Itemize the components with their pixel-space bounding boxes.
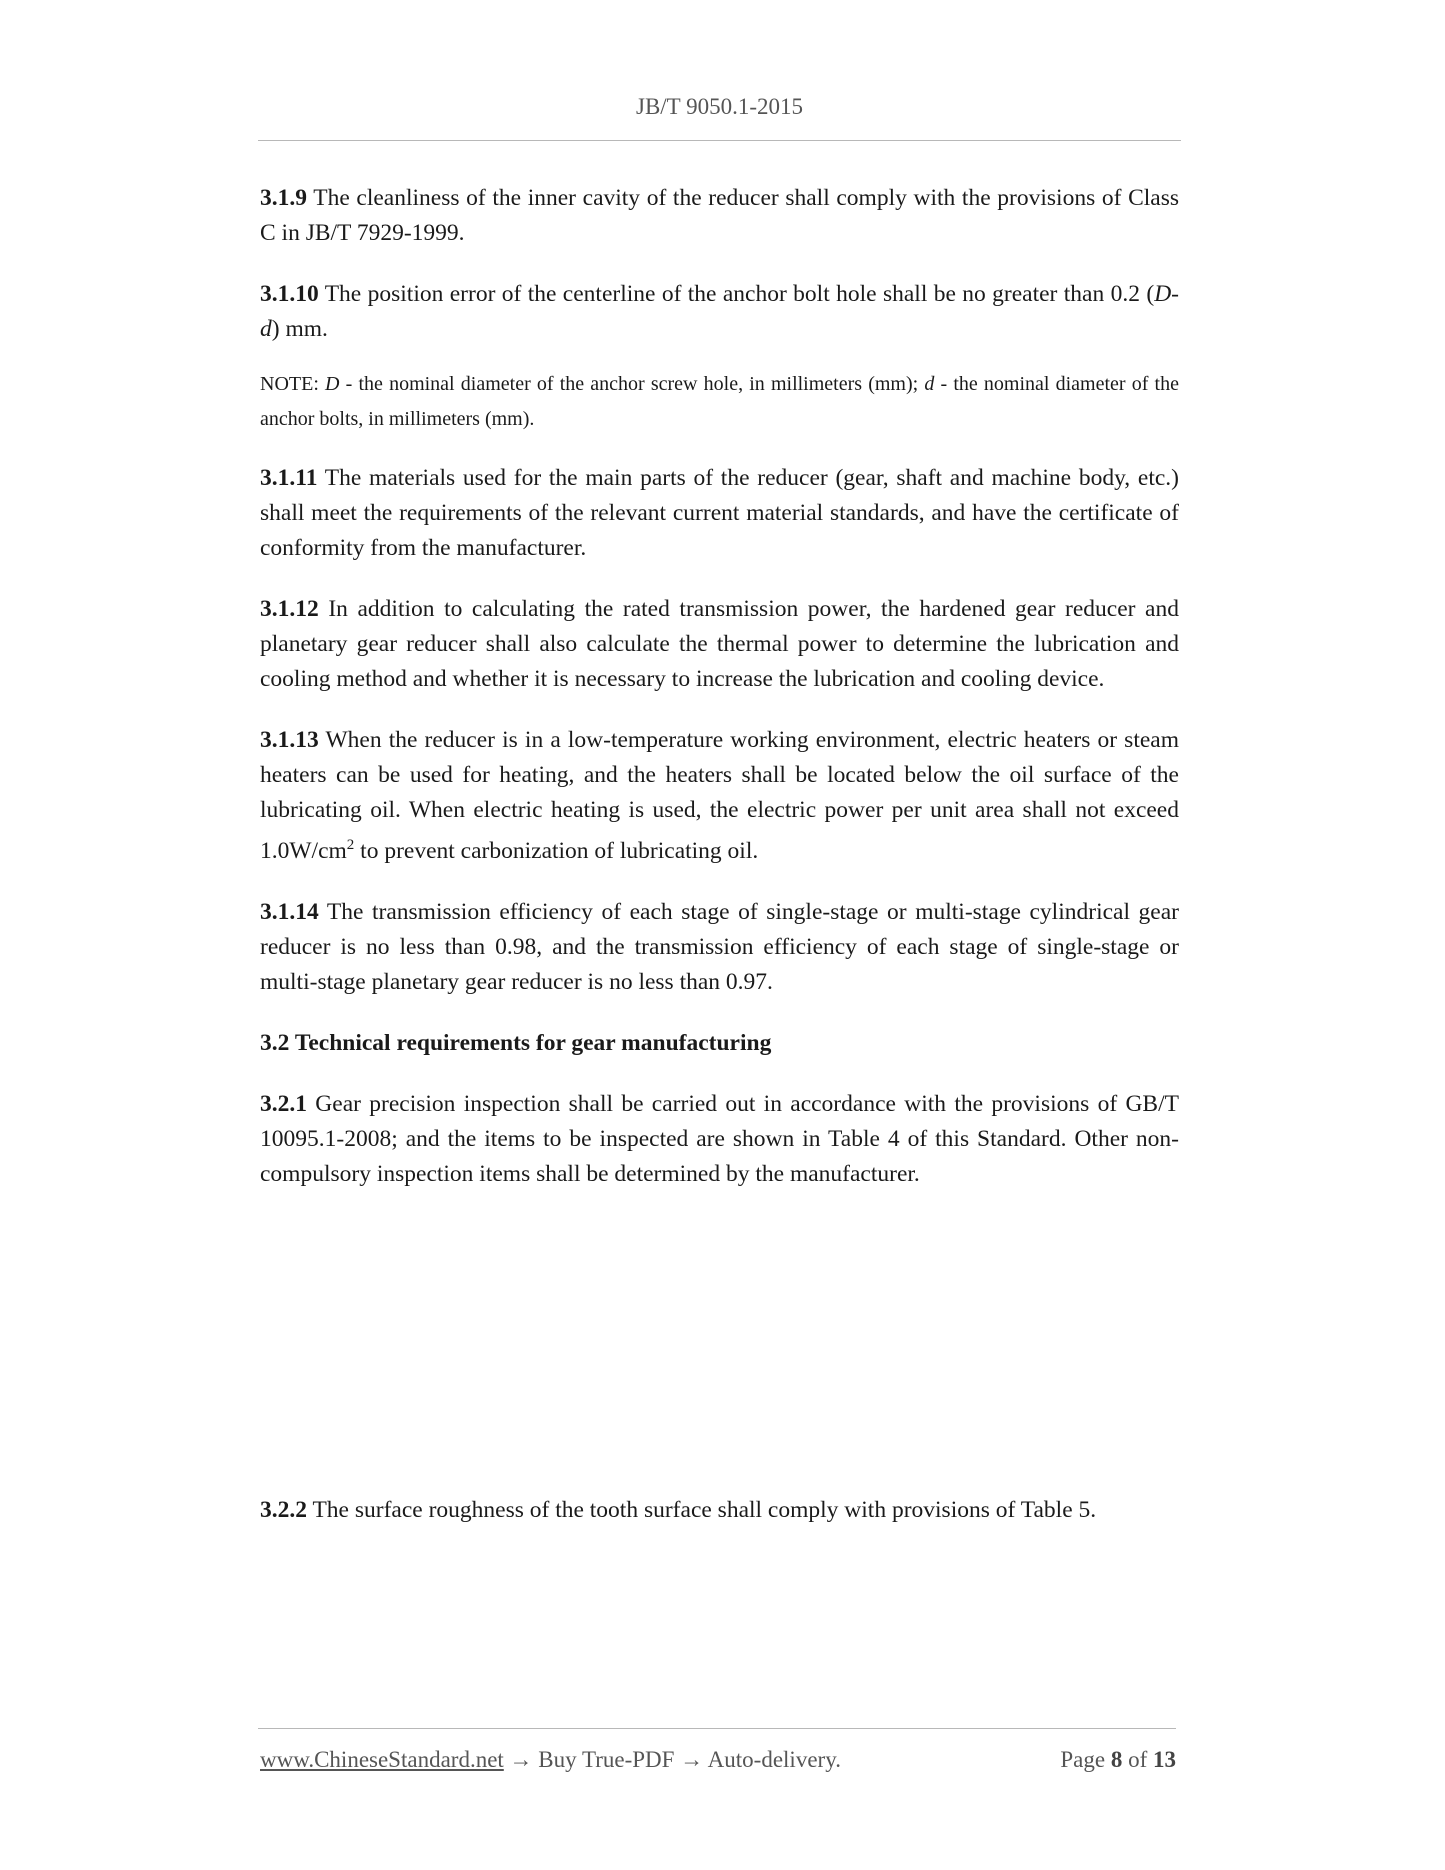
page-header [258, 94, 1181, 120]
standard-code: JB/T 9050.1-2015 [636, 94, 803, 119]
footer-divider [258, 1728, 1176, 1729]
clause-3-2-2 [260, 1493, 1179, 1528]
clause-text: The materials used for the main parts of the reducer (gear, shaft and machine body, etc.) shall meet the requirements of the relevant current material standards, and have the certificate of conformity from the manufacturer. [260, 465, 1179, 561]
clause-number: 3.1.10 [260, 281, 319, 307]
total-pages: 13 [1153, 1747, 1176, 1772]
buy-text: Buy True-PDF [538, 1747, 675, 1772]
delivery-text: Auto-delivery. [707, 1747, 841, 1772]
symbol-D: D [1154, 281, 1172, 307]
clause-number: 3.1.11 [260, 465, 318, 491]
section-heading-3-2: 3.2 Technical requirements for gear manufacturing [260, 1029, 772, 1056]
clause-text: The cleanliness of the inner cavity of the reducer shall comply with the provisions of Class C in JB/T 7929-1999. [260, 185, 1179, 246]
clause-number: 3.2.1 [260, 1090, 307, 1117]
symbol-d: d [260, 316, 272, 342]
current-page: 8 [1110, 1747, 1123, 1772]
clause-text: When the reducer is in a low-temperature working environment, electric heaters or steam heaters can be used for heating, and the heaters shall be located below the oil surface of the lubricating oil. When electric heating is used, the electric power per unit area shall not exceed 1.0W/cm [260, 727, 1179, 864]
footer-promo [260, 1747, 841, 1773]
of-label: of [1122, 1747, 1153, 1772]
clause-3-1-9 [260, 181, 1179, 251]
clause-number: 3.1.12 [260, 596, 319, 622]
clause-number: 3.1.14 [260, 898, 319, 925]
clause-text-end: ) mm. [271, 316, 328, 342]
clause-number: 3.1.13 [260, 727, 319, 753]
page-label: Page [1060, 1747, 1111, 1772]
clause-text: In addition to calculating the rated transmission power, the hardened gear reducer and planetary gear reducer shall also calculate the thermal power to determine the lubrication and cooling method and whether it is necessary to increase the lubrication and cooling device. [260, 596, 1179, 692]
note-text: - the nominal diameter of the anchor screw hole, in millimeters (mm); [339, 373, 925, 395]
header-divider [258, 140, 1181, 141]
clause-number: 3.2.2 [260, 1497, 307, 1523]
symbol-d: d [924, 373, 935, 395]
note-label: NOTE: [260, 373, 326, 395]
clause-3-1-11 [260, 461, 1179, 566]
site-link[interactable]: www.ChineseStandard.net [260, 1747, 504, 1772]
clause-text: Gear precision inspection shall be carried out in accordance with the provisions of GB/T 10095.1-2008; and the items to be inspected are shown in Table 4 of this Standard. Other non-compulsory inspection items shall be determined by the manufacturer. [260, 1090, 1179, 1187]
superscript: 2 [346, 837, 355, 853]
clause-text: The position error of the centerline of the anchor bolt hole shall be no greater than 0.2 ( [318, 281, 1155, 307]
clause-3-1-14 [260, 895, 1179, 1000]
document-body [260, 181, 1179, 1218]
clause-text-end: to prevent carbonization of lubricating oil. [354, 837, 759, 864]
clause-number: 3.1.9 [260, 185, 307, 211]
clause-3-1-10 [260, 277, 1179, 347]
note [260, 367, 1179, 437]
page-footer [260, 1747, 1176, 1779]
clause-3-1-12 [260, 592, 1179, 697]
clause-text: The surface roughness of the tooth surface shall comply with provisions of Table 5. [307, 1497, 1097, 1523]
symbol-D: D [325, 373, 340, 395]
clause-text: The transmission efficiency of each stage of single-stage or multi-stage cylindrical gear reducer is no less than 0.98, and the transmission efficiency of each stage of single-stage or multi-stage planetary gear reducer is no less than 0.97. [260, 898, 1179, 995]
page-indicator [1060, 1747, 1176, 1773]
note-text-end: - the nominal diameter of the anchor bolts, in millimeters (mm). [260, 373, 1179, 430]
clause-3-2-1 [260, 1087, 1179, 1192]
arrow-right-icon: → [503, 1747, 539, 1772]
arrow-right-icon: → [674, 1747, 708, 1772]
symbol-dash: - [1171, 281, 1179, 307]
clause-3-1-13 [260, 723, 1179, 869]
